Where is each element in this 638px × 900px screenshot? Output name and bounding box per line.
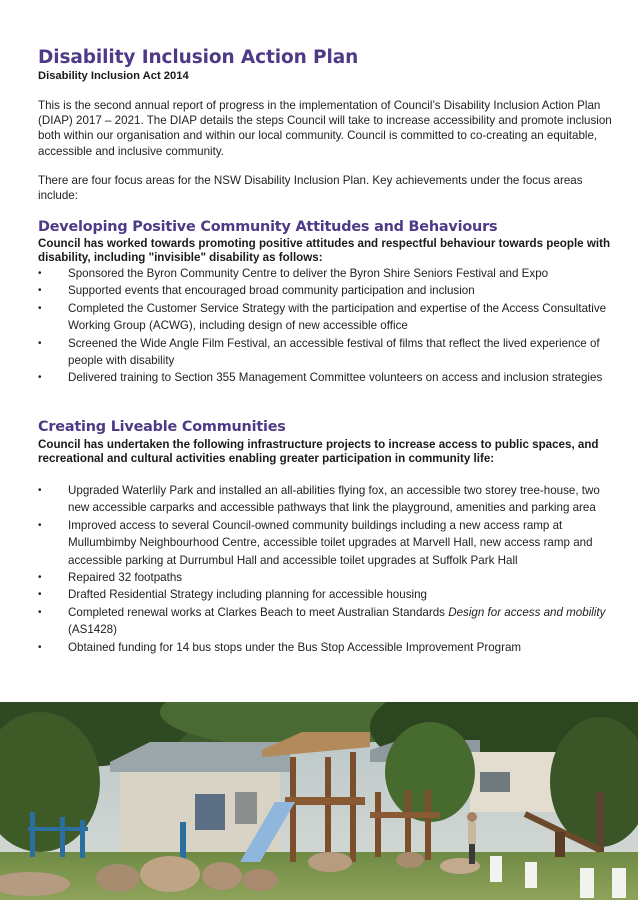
focus-intro-paragraph: There are four focus areas for the NSW Disability Inclusion Plan. Key achievements under the focus areas include: [38,174,583,203]
bullet-icon: • [38,302,42,314]
list-item: • Upgraded Waterlily Park and installed an all-abilities flying fox, an accessible two storey tree-house, two new accessible carparks and accessible pathways that link the playground, amenities and parking area [38,484,600,515]
list-item: • Completed the Customer Service Strategy with the participation and expertise of the Access Consultative Working Group (ACWG), including design of new accessible office [38,301,607,333]
bullet-icon: • [38,589,42,601]
bullet-icon: • [38,337,42,349]
list-item: • Supported events that encouraged broad community participation and inclusion [38,282,610,299]
list-item: • Drafted Residential Strategy including planning for accessible housing [38,586,610,603]
intro-paragraph: This is the second annual report of progress in the implementation of Council’s Disability Inclusion Action Plan (DIAP) 2017 – 2021. The DIAP details the steps Council will take to increase accessibility and promote inclusion both within our organisation and within our local community. Council is committed to co-creating an equitable, accessible and inclusive community. [38,99,612,158]
list-item: • Completed renewal works at Clarkes Beach to meet Australian Standards Design for access and mobility (AS1428) [38,605,606,637]
list-item: • Repaired 32 footpaths [38,569,610,586]
list-item: • Screened the Wide Angle Film Festival, an accessible festival of films that reflect the lived experience of people with disability [38,336,600,368]
bullet-icon: • [38,485,42,496]
section-heading-attitudes: Developing Positive Community Attitudes and Behaviours [38,219,498,235]
list-item: • Obtained funding for 14 bus stops under the Bus Stop Accessible Improvement Program [38,639,610,656]
bullet-icon: • [38,285,42,297]
bullet-list-attitudes [38,265,610,387]
section-lead-liveable: Council has undertaken the following infrastructure projects to increase access to public spaces, and recreational and cultural activities enabling greater participation in community life: [38,438,599,466]
bullet-icon: • [38,268,42,279]
bullet-icon: • [38,641,42,653]
list-item: • Improved access to several Council-owned community buildings including a new access ramp at Mullumbimby Neighbourhood Centre, accessible toilet upgrades at Marvell Hall, new access ramp and accessible parking at Durrumbul Hall and accessible toilet upgrades at Suffolk Park Hall [38,518,593,567]
bullet-icon: • [38,572,42,584]
park-playground-photo [0,702,638,900]
page-subtitle: Disability Inclusion Act 2014 [38,70,189,82]
list-item: • Sponsored the Byron Community Centre to deliver the Byron Shire Seniors Festival and Expo [38,265,610,282]
bullet-icon: • [38,606,42,618]
bullet-icon: • [38,519,42,531]
section-heading-liveable: Creating Liveable Communities [38,419,286,435]
page-title: Disability Inclusion Action Plan [38,47,359,68]
bullet-list-liveable [38,482,610,656]
section-lead-attitudes: Council has worked towards promoting positive attitudes and respectful behaviour towards people with disability, including "invisible" disability as follows: [38,237,611,265]
bullet-icon: • [38,372,42,384]
list-item: • Delivered training to Section 355 Management Committee volunteers on access and inclusion strategies [38,369,610,386]
